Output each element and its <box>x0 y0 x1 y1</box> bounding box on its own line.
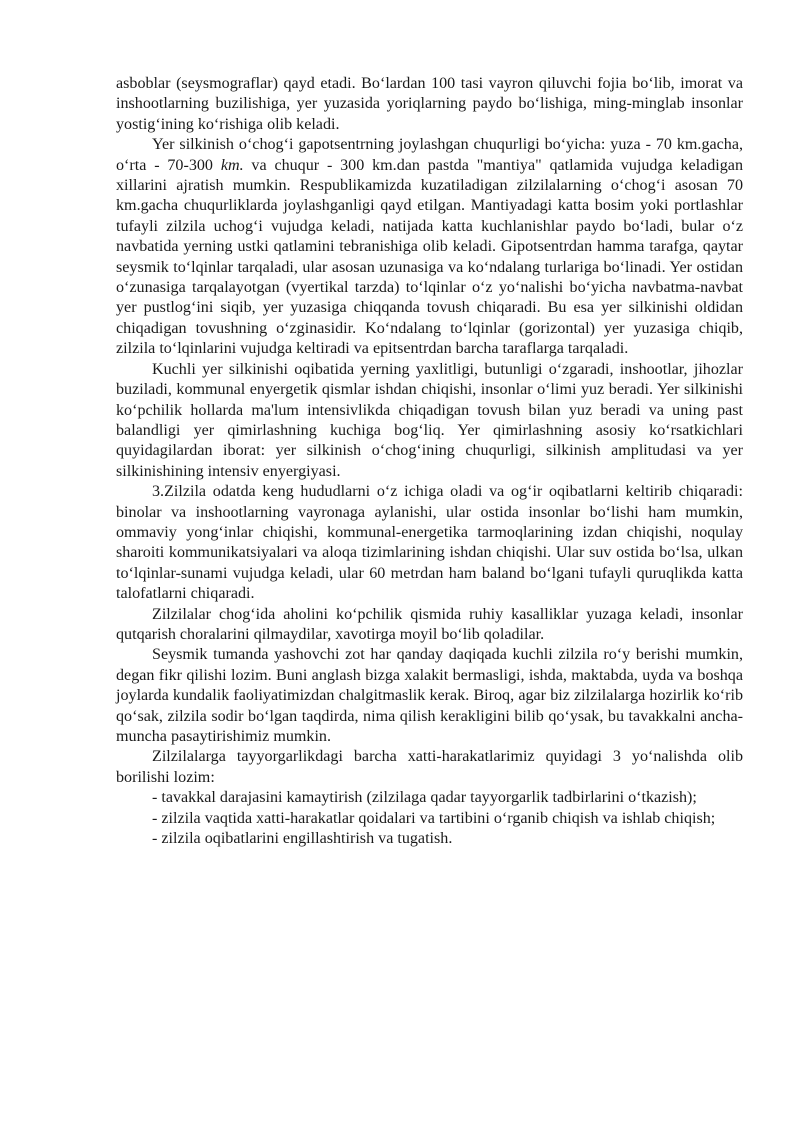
paragraph-preparation-intro: Zilzilalarga tayyorgarlikdagi barcha xatti-harakatlarimiz quyidagi 3 yo‘nalishda olib borilishi lozim: <box>116 748 743 786</box>
paragraph-text-segment: va chuqur - 300 km.dan pastda "mantiya" qatlamida vujudga keladigan xillarini ajratish mumkin. Respublikamizda kuzatiladigan zilzilalarning o‘chog‘i asosan 70 km.gacha chuqurliklarda joylashganligi qayd etilgan. Mantiyadagi katta bosim yoki portlashlar tufayli zilzila uchog‘i vujudga keladi, natijada katta kuchlanishlar paydo bo‘ladi, bular o‘z navbatida yerning ustki qatlamini tebranishiga olib keladi. Gipotsentrdan hamma tarafga, qaytar seysmik to‘lqinlar tarqaladi, ular asosan uzunasiga va ko‘ndalang turlariga bo‘linadi. Yer ostidan o‘zunasiga tarqalayotgan (vyertikal tarzda) to‘lqinlar o‘z yo‘nalishi bo‘yicha navbatma-navbat yer pustlog‘ini siqib, yer yuzasiga chiqqanda tovush chiqaradi. Bu esa yer silkinishi oldidan chiqadigan tovushning o‘zginasidir. Ko‘ndalang to‘lqinlar (gorizontal) yer yuzasiga chiqib, zilzila to‘lqinlarini vujudga keltiradi va epitsentrdan barcha taraflarga tarqaladi. <box>116 156 744 358</box>
paragraph-continuation: asboblar (seysmograflar) qayd etadi. Bo‘lardan 100 tasi vayron qiluvchi fojia bo‘lib, imorat va inshootlarning buzilishiga, yer yuzasida yoriqlarning paydo bo‘lishiga, ming-minglab insonlar yostig‘ining ko‘rishiga olib keladi. <box>116 75 743 133</box>
italic-unit-km: km. <box>220 156 244 174</box>
paragraph-text-segment: Yer silkinish o‘chog‘i gapotsentrning joylashgan chuqurligi bo‘yicha: yuza - 70 km.gacha, o‘rta - 70-300 <box>116 136 743 174</box>
list-item-mitigation: - zilzila oqibatlarini engillashtirish va tugatish. <box>152 830 453 848</box>
list-item-behavior-rules: - zilzila vaqtida xatti-harakatlar qoidalari va tartibini o‘rganib chiqish va ishlab chiqish; <box>152 809 716 827</box>
list-item-reduce-risk: - tavakkal darajasini kamaytirish (zilzilaga qadar tayyorgarlik tadbirlarini o‘tkazish); <box>152 789 697 807</box>
paragraph-seismic-zone: Seysmik tumanda yashovchi zot har qanday daqiqada kuchli zilzila ro‘y berishi mumkin, degan fikr qilishi lozim. Buni anglash bizga xalakit bermasligi, ishda, maktabda, uyda va boshqa joylarda kundalik faoliyatimizdan chalgitmaslik kerak. Biroq, agar biz zilzilalarga hozirlik ko‘rib qo‘sak, zilzila sodir bo‘lgan taqdirda, nima qilish kerakligini bilib qo‘ysak, bu tavakkalni ancha-muncha pasaytirishimiz mumkin. <box>116 646 743 745</box>
paragraph-earthquake-depth <box>116 135 743 359</box>
paragraph-strong-earthquake: Kuchli yer silkinishi oqibatida yerning yaxlitligi, butunligi o‘zgaradi, inshootlar, jihozlar buziladi, kommunal enyergetik qismlar ishdan chiqishi, insonlar o‘limi yuz beradi. Yer silkinishi ko‘pchilik hollarda ma'lum intensivlikda chiqadigan tovush bilan yuz beradi va uning past balandligi yer qimirlashning kuchiga bog‘liq. Yer qimirlashning asosiy ko‘rsatkichlari quyidagilardan iborat: yer silkinish o‘chog‘ining chuqurligi, silkinish amplitudasi va yer silkinishining intensiv enyergiyasi. <box>116 360 743 480</box>
document-page <box>116 74 743 849</box>
paragraph-mental-health: Zilzilalar chog‘ida aholini ko‘pchilik qismida ruhiy kasalliklar yuzaga keladi, insonlar qutqarish choralarini qilmaydilar, xavotirga moyil bo‘lib qoladilar. <box>116 605 743 643</box>
paragraph-consequences: 3.Zilzila odatda keng hududlarni o‘z ichiga oladi va og‘ir oqibatlarni keltirib chiqaradi: binolar va inshootlarning vayronaga aylanishi, ular ostida insonlar bo‘lishi ham mumkin, ommaviy yong‘inlar chiqishi, kommunal-energetika tarmoqlarining izdan chiqishi, noqulay sharoiti kommunikatsiyalari va aloqa tizimlarining ishdan chiqishi. Ular suv ostida bo‘lsa, ulkan to‘lqinlar-sunami vujudga keladi, ular 60 metrdan ham baland bo‘lgani tufayli quruqlikda katta talofatlarni chiqaradi. <box>116 483 743 603</box>
